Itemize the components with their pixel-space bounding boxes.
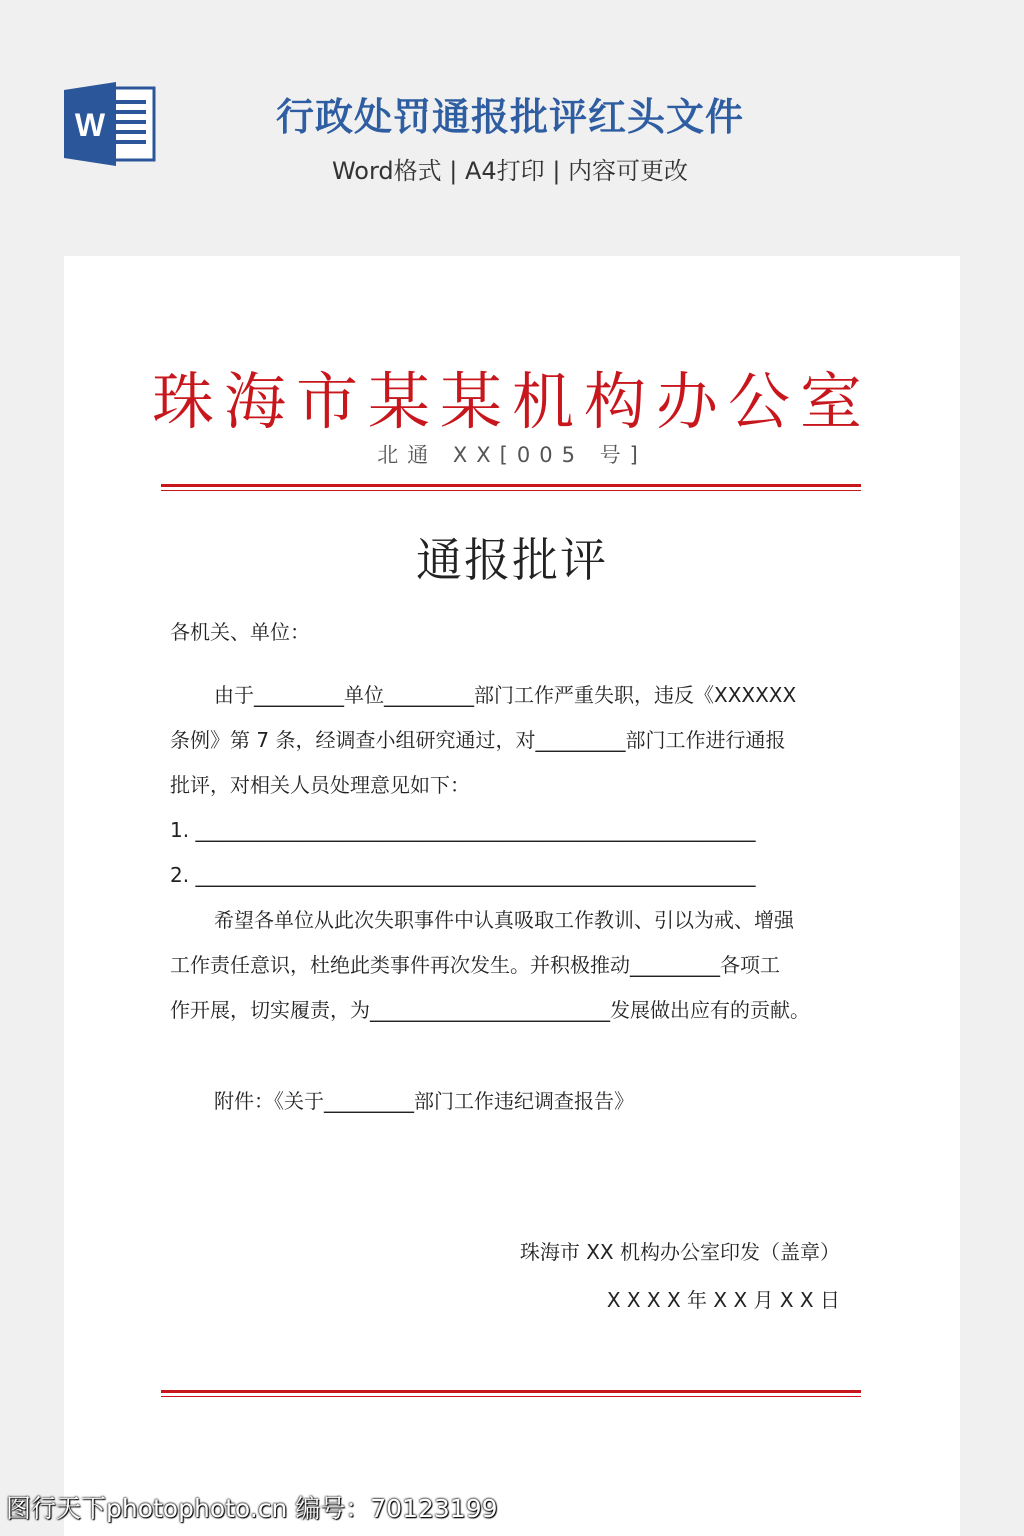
attachment-line: 附件：《关于_________部门工作违纪调查报告》 <box>214 1089 634 1113</box>
header-title: 行政处罚通报批评红头文件 <box>275 95 744 139</box>
issuer-line: 珠海市 XX 机构办公室印发（盖章） <box>519 1240 840 1264</box>
header <box>0 0 1024 256</box>
paragraph1-line2: 条例》第 7 条，经调查小组研究通过，对_________部门工作进行通报 <box>170 728 786 752</box>
word-document-icon <box>64 82 156 166</box>
list-item-1: 1. ________________________________________________________ <box>170 818 756 842</box>
word-icon-letter: W <box>74 107 106 143</box>
list-item-2: 2. ________________________________________________________ <box>170 863 756 887</box>
top-red-line-thick <box>161 484 861 487</box>
bottom-red-line-thick <box>161 1390 861 1393</box>
organization-name: 珠海市某某机构办公室 <box>151 365 872 438</box>
paragraph2-line1: 希望各单位从此次失职事件中认真吸取工作教训、引以为戒、增强 <box>214 908 794 932</box>
date-line: X X X X 年 X X 月 X X 日 <box>606 1288 840 1312</box>
header-subtitle: Word格式 | A4打印 | 内容可更改 <box>331 157 689 185</box>
document-page <box>64 256 960 1536</box>
salutation: 各机关、单位： <box>170 620 310 644</box>
document-number: 北通 XX[005 号] <box>377 443 647 467</box>
watermark-text: 图行天下photophoto.cn 编号：70123199 <box>6 1494 498 1523</box>
document-title: 通报批评 <box>416 533 608 587</box>
paragraph2-line2: 工作责任意识，杜绝此类事件再次发生。并积极推动_________各项工 <box>170 953 780 977</box>
paragraph2-line3: 作开展，切实履责，为________________________发展做出应有的贡献。 <box>170 998 810 1022</box>
paragraph1-line1: 由于_________单位_________部门工作严重失职，违反《XXXXXX <box>214 683 797 707</box>
paragraph1-line3: 批评，对相关人员处理意见如下： <box>170 773 470 797</box>
bottom-red-line-thin <box>161 1396 861 1397</box>
top-red-line-thin <box>161 490 861 491</box>
